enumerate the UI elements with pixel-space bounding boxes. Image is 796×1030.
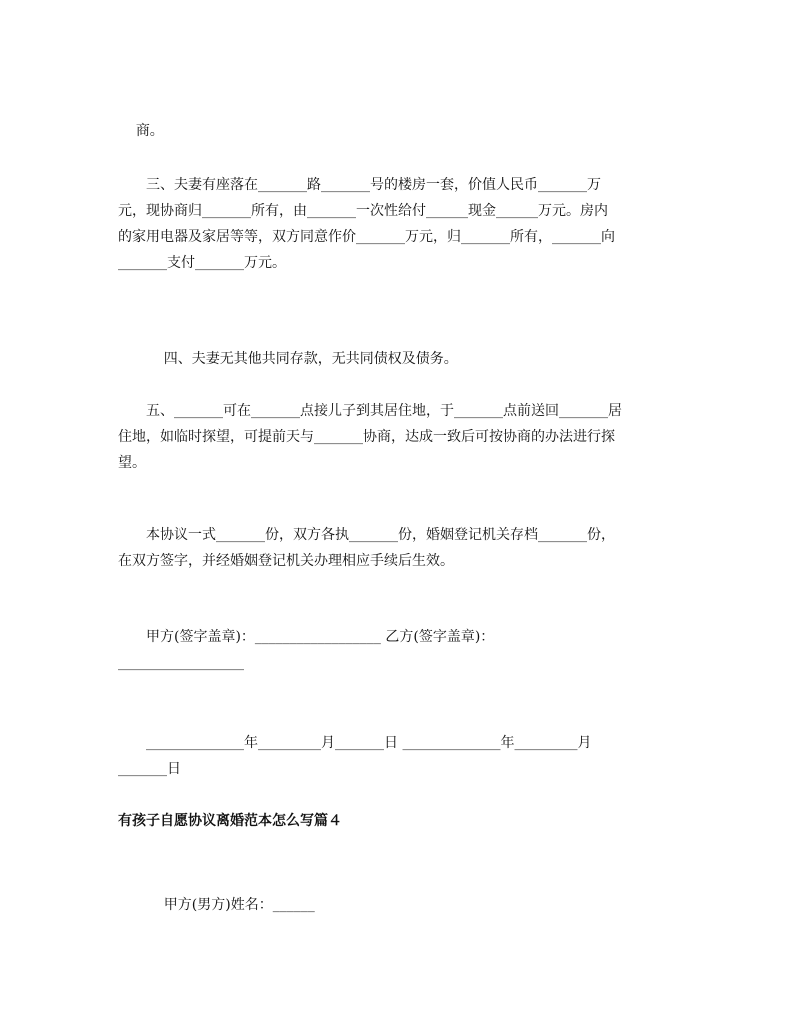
text-line: 本协议一式_______份，双方各执_______份，婚姻登记机关存档_______份，	[118, 527, 615, 543]
text-line: ______________年_________月_______日 ______________年_________月	[118, 735, 592, 751]
text-line: 四、夫妻无其他共同存款，无共同债权及债务。	[135, 351, 458, 367]
section-heading: 有孩子自愿协议离婚范本怎么写篇４	[118, 813, 342, 829]
text-line: _______日	[118, 761, 181, 777]
text-line: 甲方(男方)姓名：______	[135, 897, 315, 913]
paragraph-debt-clause	[118, 320, 663, 398]
paragraph-fragment	[118, 92, 663, 170]
text-line: 三、夫妻有座落在_______路_______号的楼房一套，价值人民币_______万	[118, 177, 601, 193]
paragraph-visitation-clause	[118, 398, 663, 476]
text-line: _______支付_______万元。	[118, 255, 286, 271]
text-line: __________________	[118, 655, 244, 671]
text-line: 甲方(签字盖章)：__________________ 乙方(签字盖章)：	[118, 629, 495, 645]
text-line: 元，现协商归_______所有，由_______一次性给付______现金______万元。房内	[118, 203, 608, 219]
text-line: 的家用电器及家居等等，双方同意作价_______万元，归_______所有，_______向	[118, 229, 615, 245]
paragraph-property-clause	[118, 172, 663, 276]
paragraph-copies-clause	[118, 522, 663, 574]
closing-paragraph	[118, 866, 663, 944]
text-line: 商。	[135, 123, 164, 139]
signature-block	[118, 624, 663, 676]
text-line: 望。	[118, 455, 146, 471]
date-block	[118, 730, 663, 782]
text-line: 在双方签字，并经婚姻登记机关办理相应手续后生效。	[118, 553, 454, 569]
text-line: 住地，如临时探望，可提前天与_______协商，达成一致后可按协商的办法进行探	[118, 429, 615, 445]
text-line: 五、_______可在_______点接儿子到其居住地，于_______点前送回_______居	[118, 403, 622, 419]
